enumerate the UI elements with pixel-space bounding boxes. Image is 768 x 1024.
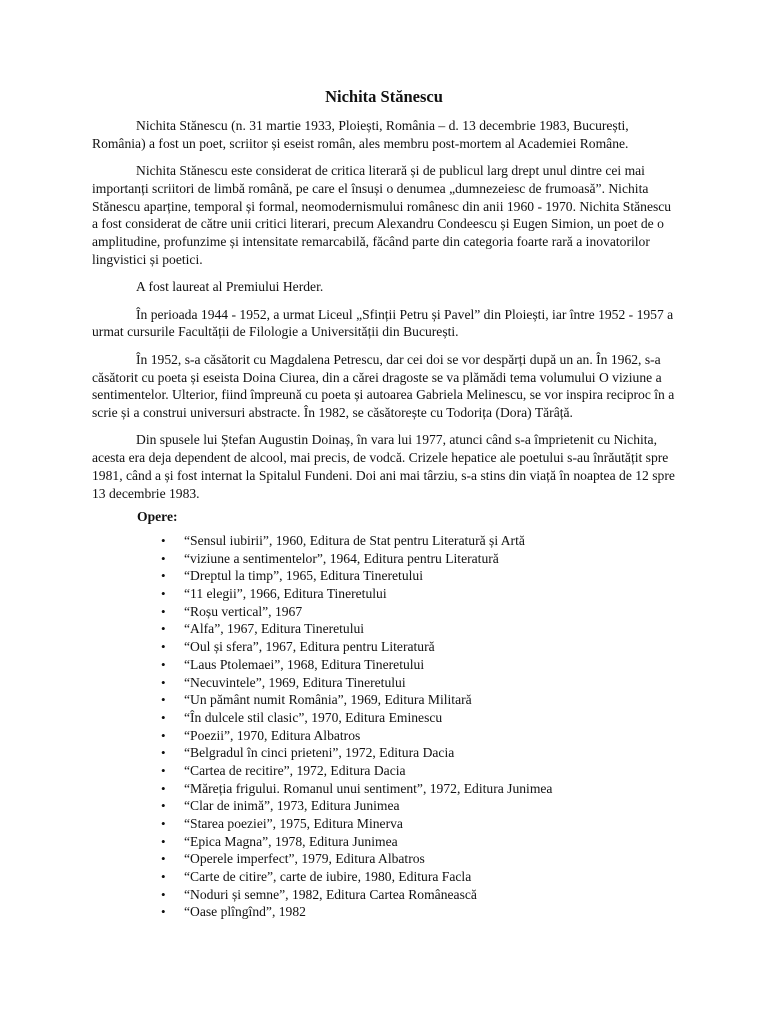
bullet-icon: •	[161, 780, 166, 796]
work-title: “Un pământ numit România”, 1969, Editura Militară	[184, 692, 472, 708]
page-title: Nichita Stănescu	[325, 87, 443, 106]
list-item	[0, 550, 552, 568]
bullet-icon: •	[161, 727, 166, 743]
paragraph-intro: Nichita Stănescu (n. 31 martie 1933, Ploiești, România – d. 13 decembrie 1983, București, România) a fost un poet, scriitor și eseist român, ales membru post-mortem al Academiei Române.	[92, 118, 629, 151]
work-title: “Poezii”, 1970, Editura Albatros	[184, 727, 361, 743]
work-title: “Dreptul la timp”, 1965, Editura Tineretului	[184, 568, 423, 584]
list-item	[0, 691, 552, 709]
work-title: “Sensul iubirii”, 1960, Editura de Stat pentru Literatură și Artă	[184, 533, 525, 548]
list-item	[0, 903, 552, 921]
bullet-icon: •	[161, 639, 166, 655]
work-title: “Operele imperfect”, 1979, Editura Albatros	[184, 851, 425, 867]
bullet-icon: •	[161, 851, 166, 867]
work-title: “Starea poeziei”, 1975, Editura Minerva	[184, 816, 403, 831]
list-item	[0, 797, 552, 815]
bullet-icon: •	[161, 904, 166, 920]
bullet-icon: •	[161, 869, 166, 885]
list-item	[0, 620, 552, 638]
list-item	[0, 603, 552, 621]
work-title: “În dulcele stil clasic”, 1970, Editura Eminescu	[184, 709, 443, 725]
bullet-icon: •	[161, 886, 166, 902]
bullet-icon: •	[161, 674, 166, 690]
bullet-icon: •	[161, 798, 166, 814]
bullet-icon: •	[161, 586, 166, 602]
list-item	[0, 762, 552, 780]
work-title: “Necuvintele”, 1969, Editura Tineretului	[184, 674, 406, 690]
bullet-icon: •	[161, 816, 166, 831]
work-title: “Oul și sfera”, 1967, Editura pentru Literatură	[184, 639, 435, 655]
work-title: “Cartea de recitire”, 1972, Editura Dacia	[184, 762, 406, 778]
work-title: “Carte de citire”, carte de iubire, 1980, Editura Facla	[184, 869, 472, 885]
paragraph-final-years: Din spusele lui Ștefan Augustin Doinaș, în vara lui 1977, atunci când s-a împrietenit cu Nichita, acesta era deja dependent de alcool, mai precis, de vodcă. Crizele hepatice ale poetului s-au înrăutățit spre 1981, când a și fost internat la Spitalul Fundeni. Doi ani mai târziu, s-a stins din viață în noaptea de 12 spre 13 decembrie 1983.	[92, 432, 675, 501]
bullet-icon: •	[161, 603, 166, 619]
bullet-icon: •	[161, 550, 166, 566]
work-title: “Oase plîngînd”, 1982	[184, 904, 306, 920]
list-item	[0, 709, 552, 727]
list-item	[0, 868, 552, 886]
list-item	[0, 815, 552, 833]
bullet-icon: •	[161, 833, 166, 849]
work-title: “Clar de inimă”, 1973, Editura Junimea	[184, 798, 400, 814]
biography-text	[92, 117, 679, 512]
list-item	[0, 656, 552, 674]
bullet-icon: •	[161, 709, 166, 725]
paragraph-marriages: În 1952, s-a căsătorit cu Magdalena Petrescu, dar cei doi se vor despărți după un an. În 1962, s-a căsătorit cu poeta și eseista Doina Ciurea, din a cărei dragoste se va plămădi tema volumului O viziune a sentimentelor. Ulterior, fiind împreună cu poeta și autoarea Gabriela Melinescu, se vor inspira reciproc în a scrie și a construi universuri abstracte. În 1982, se căsătorește cu Todorița (Dora) Tărâță.	[92, 351, 675, 421]
list-item	[0, 744, 552, 762]
work-title: “Roșu vertical”, 1967	[184, 603, 303, 619]
work-title: “Laus Ptolemaei”, 1968, Editura Tineretului	[184, 656, 425, 672]
paragraph-award: A fost laureat al Premiului Herder.	[136, 279, 324, 295]
list-item	[0, 674, 552, 692]
list-item	[0, 886, 552, 904]
work-title: “11 elegii”, 1966, Editura Tineretului	[184, 586, 387, 602]
works-heading: Opere:	[137, 509, 178, 524]
work-title: “Belgradul în cinci prieteni”, 1972, Editura Dacia	[184, 745, 455, 761]
list-item	[0, 638, 552, 656]
list-item	[0, 850, 552, 868]
paragraph-education: În perioada 1944 - 1952, a urmat Liceul „Sfinții Petru și Pavel” din Ploiești, iar între 1952 - 1957 a urmat cursurile Facultății de Filologie a Universității din București.	[92, 306, 674, 340]
bullet-icon: •	[161, 656, 166, 672]
work-title: “viziune a sentimentelor”, 1964, Editura pentru Literatură	[184, 550, 499, 566]
list-item	[0, 532, 552, 550]
list-item	[0, 833, 552, 851]
list-item	[0, 727, 552, 745]
work-title: “Alfa”, 1967, Editura Tineretului	[184, 621, 365, 637]
bullet-icon: •	[161, 745, 166, 761]
list-item	[0, 585, 552, 603]
work-title: “Măreția frigului. Romanul unui sentiment”, 1972, Editura Junimea	[184, 780, 553, 796]
list-item	[0, 567, 552, 585]
paragraph-importance: Nichita Stănescu este considerat de critica literară și de publicul larg drept unul dintre cei mai importanți scriitori de limbă română, pe care el însuși o denumea „dumnezeiesc de frumoasă”. Nichita Stănescu aparține, temporal și formal, neomodernismului românesc din anii 1960 - 1970. Nichita Stănescu a fost considerat de către unii critici literari, precum Alexandru Condeescu și Eugen Simion, un poet de o amplitudine, profunzime și intensitate remarcabilă, făcând parte din categoria foarte rară a inovatorilor lingvistici și poetici.	[92, 163, 672, 268]
bullet-icon: •	[161, 621, 166, 637]
work-title: “Epica Magna”, 1978, Editura Junimea	[184, 833, 398, 849]
list-item	[0, 780, 552, 798]
works-list	[0, 532, 552, 921]
work-title: “Noduri și semne”, 1982, Editura Cartea Românească	[184, 886, 477, 902]
bullet-icon: •	[161, 533, 166, 548]
bullet-icon: •	[161, 568, 166, 584]
bullet-icon: •	[161, 762, 166, 778]
bullet-icon: •	[161, 692, 166, 708]
